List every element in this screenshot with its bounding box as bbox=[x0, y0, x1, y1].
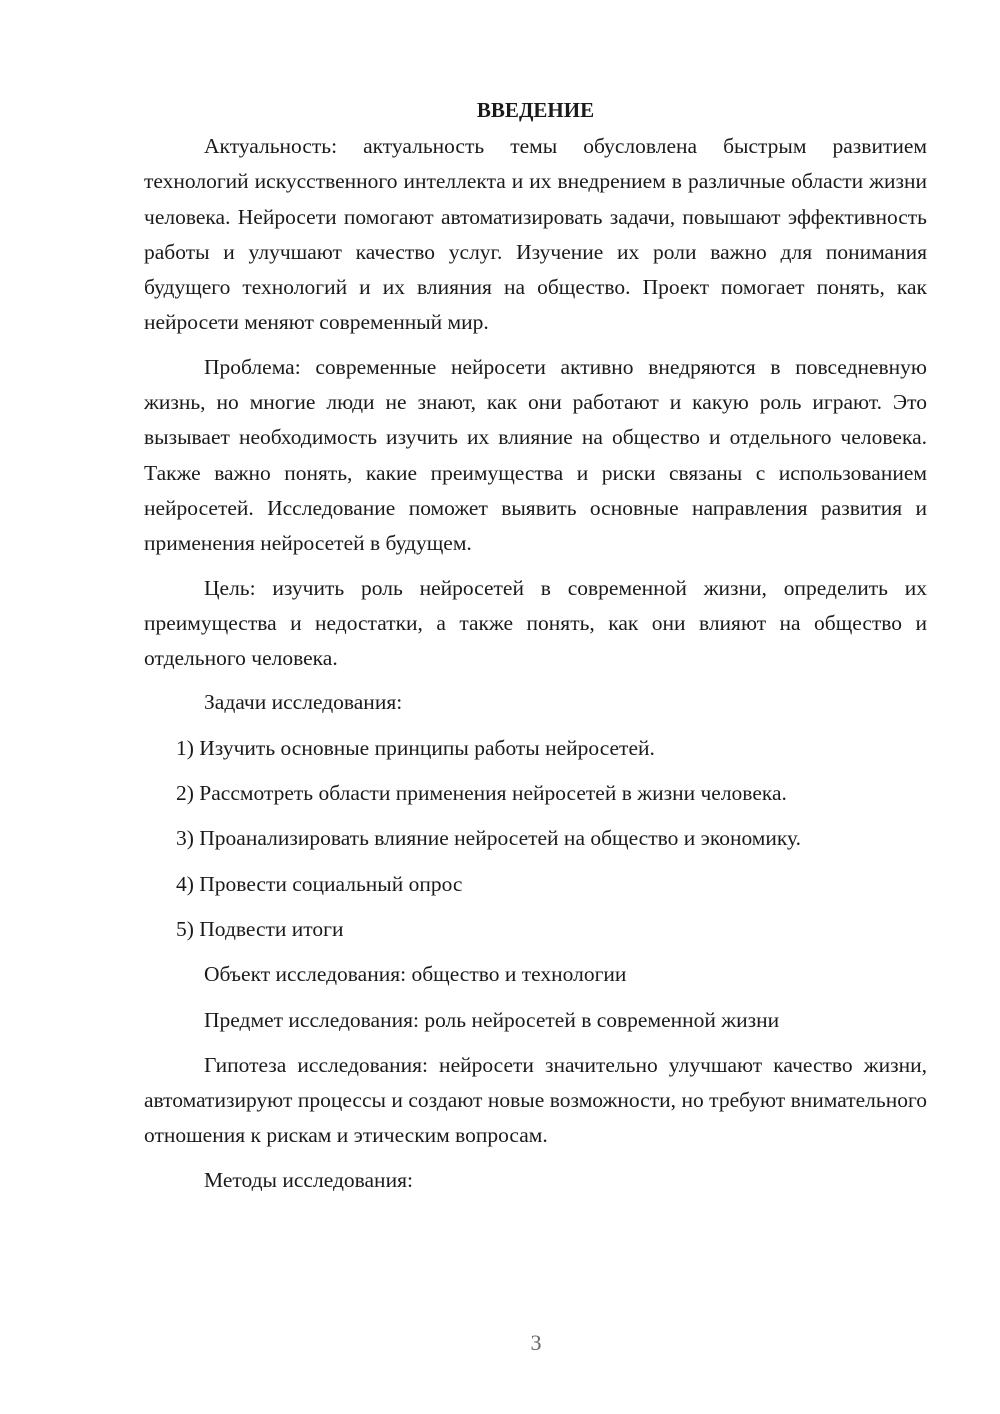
tasks-list bbox=[144, 731, 927, 947]
task-item: 3) Проанализировать влияние нейросетей на общество и экономику. bbox=[176, 826, 802, 851]
document-page bbox=[144, 92, 927, 1208]
task-item: 5) Подвести итоги bbox=[176, 916, 344, 941]
section-heading: ВВЕДЕНИЕ bbox=[476, 98, 595, 122]
task-item: 4) Провести социальный опрос bbox=[176, 871, 463, 896]
methods-title: Методы исследования: bbox=[204, 1167, 413, 1192]
task-item: 2) Рассмотреть области применения нейросетей в жизни человека. bbox=[176, 781, 787, 806]
tasks-title: Задачи исследования: bbox=[204, 690, 403, 715]
research-object: Объект исследования: общество и технологии bbox=[204, 962, 627, 987]
goal-paragraph: Цель: изучить роль нейросетей в современной жизни, определить их преимущества и недостатки, а также понять, как они влияют на общество и отдельного человека. bbox=[144, 575, 927, 671]
hypothesis-paragraph: Гипотеза исследования: нейросети значительно улучшают качество жизни, автоматизируют процессы и создают новые возможности, но требуют внимательного отношения к рискам и этическим вопросам. bbox=[144, 1052, 927, 1148]
relevance-paragraph: Актуальность: актуальность темы обусловлена быстрым развитием технологий искусственного интеллекта и их внедрением в различные области жизни человека. Нейросети помогают автоматизировать задачи, повышают эффективность работы и улучшают качество услуг. Изучение их роли важно для понимания будущего технологий и их влияния на общество. Проект помогает понять, как нейросети меняют современный мир. bbox=[144, 134, 927, 335]
research-subject: Предмет исследования: роль нейросетей в современной жизни bbox=[204, 1007, 780, 1032]
page-number: 3 bbox=[530, 1330, 542, 1355]
problem-paragraph: Проблема: современные нейросети активно внедряются в повседневную жизнь, но многие люди не знают, как они работают и какую роль играют. Это вызывает необходимость изучить их влияние на общество и отдельного человека. Также важно понять, какие преимущества и риски связаны с использованием нейросетей. Исследование поможет выявить основные направления развития и применения нейросетей в будущем. bbox=[144, 354, 927, 556]
task-item: 1) Изучить основные принципы работы нейросетей. bbox=[176, 735, 655, 760]
